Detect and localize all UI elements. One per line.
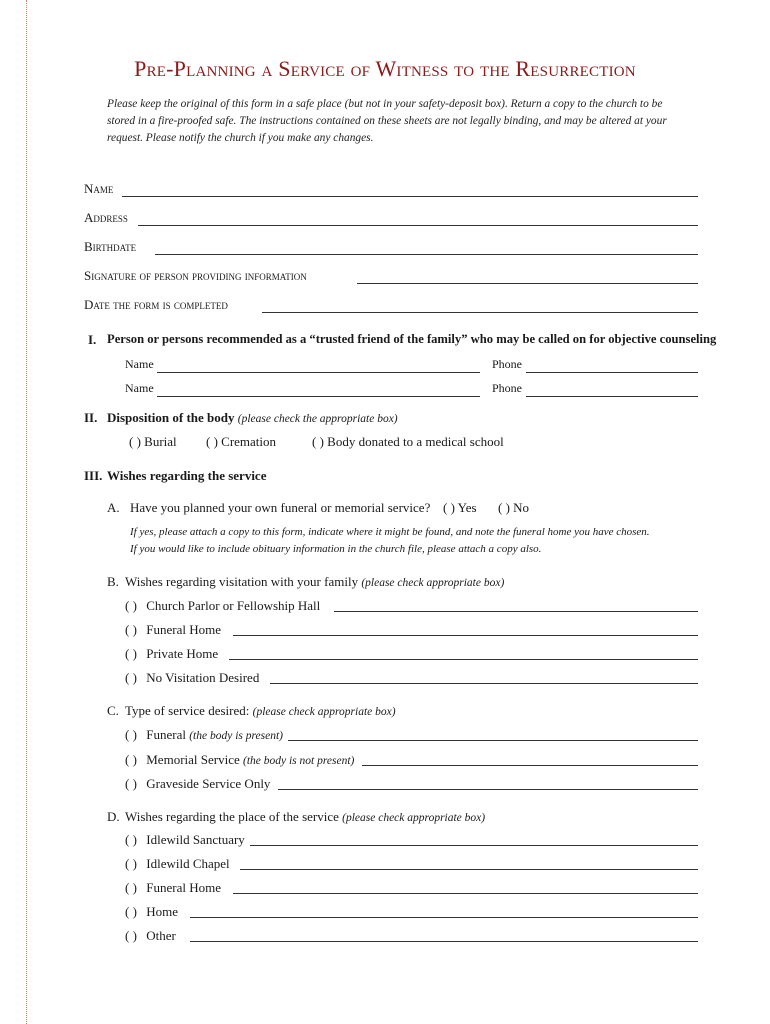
- checkbox-glyph: ( ): [125, 752, 137, 767]
- checkbox-glyph: ( ): [125, 904, 137, 919]
- option-label: Graveside Service Only: [146, 776, 271, 791]
- checkbox-glyph: ( ): [125, 646, 137, 661]
- margin-dotted-rule: [26, 0, 27, 1024]
- option-label: Other: [146, 928, 176, 943]
- service-type-option-memorial[interactable]: [125, 752, 354, 768]
- service-place-heading: Wishes regarding the place of the service: [125, 809, 339, 824]
- signature-label: Signature of person providing information: [84, 268, 307, 283]
- checkbox-glyph: ( ): [125, 928, 137, 943]
- option-note: (the body is not present): [243, 755, 355, 767]
- place-home-field[interactable]: [190, 917, 698, 918]
- place-option-funeral-home[interactable]: [125, 880, 221, 896]
- planned-service-question: Have you planned your own funeral or memorial service?: [130, 500, 431, 515]
- service-type-memorial-field[interactable]: [362, 765, 698, 766]
- service-place-hint: (please check appropriate box): [342, 812, 486, 824]
- place-option-other[interactable]: [125, 928, 176, 944]
- trusted-friend-1-phone-label: Phone: [492, 357, 522, 371]
- checkbox-glyph: ( ): [125, 832, 137, 847]
- place-option-sanctuary[interactable]: [125, 832, 245, 848]
- intro-instructions: Please keep the original of this form in a safe place (but not in your safety-deposit box). Return a copy to the church to be stored in a fire-proofed safe. The instructions contained on these sheets are not legally binding, and may be altered at your request. Please notify the church if you make any changes.: [107, 98, 667, 144]
- visitation-funeral-home-field[interactable]: [233, 635, 698, 636]
- birthdate-label: Birthdate: [84, 239, 137, 254]
- option-label: Idlewild Sanctuary: [146, 832, 245, 847]
- trusted-friend-1-phone-field[interactable]: [526, 372, 698, 373]
- address-field[interactable]: [138, 225, 698, 226]
- visitation-hint: (please check appropriate box): [361, 577, 505, 589]
- checkbox-glyph: ( ): [125, 622, 137, 637]
- visitation-option-church-parlor[interactable]: [125, 598, 320, 614]
- service-type-heading: Type of service desired:: [125, 703, 250, 718]
- checkbox-glyph: ( ): [125, 598, 137, 613]
- service-type-option-graveside[interactable]: [125, 776, 270, 792]
- option-label: Private Home: [146, 646, 219, 661]
- subsection-c-letter: C.: [107, 703, 119, 718]
- service-type-heading-line: [125, 703, 396, 719]
- planned-service-note-1: If yes, please attach a copy to this form, indicate where it might be found, and note the funeral home you have chosen.: [130, 526, 650, 538]
- visitation-heading-line: [125, 574, 504, 590]
- place-other-field[interactable]: [190, 941, 698, 942]
- subsection-a-letter: A.: [107, 500, 120, 515]
- trusted-friend-1-name-label: Name: [125, 357, 154, 371]
- trusted-friend-2-phone-field[interactable]: [526, 396, 698, 397]
- place-option-home[interactable]: [125, 904, 178, 920]
- birthdate-field[interactable]: [155, 254, 698, 255]
- option-label: Funeral Home: [146, 622, 221, 637]
- cremation-checkbox[interactable]: ( ) Cremation: [206, 434, 277, 449]
- address-label: Address: [84, 210, 128, 225]
- subsection-b-letter: B.: [107, 574, 119, 589]
- visitation-none-field[interactable]: [270, 683, 698, 684]
- visitation-church-parlor-field[interactable]: [334, 611, 698, 612]
- service-place-heading-line: [125, 809, 485, 825]
- place-funeral-home-field[interactable]: [233, 893, 698, 894]
- visitation-heading: Wishes regarding visitation with your family: [125, 574, 359, 589]
- place-chapel-field[interactable]: [240, 869, 698, 870]
- visitation-private-home-field[interactable]: [229, 659, 698, 660]
- section-2-numeral: II.: [84, 410, 98, 425]
- option-label: Memorial Service: [146, 752, 240, 767]
- option-label: Church Parlor or Fellowship Hall: [146, 598, 321, 613]
- section-3-heading: Wishes regarding the service: [107, 468, 267, 483]
- section-2-heading-line: [107, 410, 398, 426]
- section-1-heading: Person or persons recommended as a “trusted friend of the family” who may be called on for objective counseling: [107, 332, 717, 346]
- section-2-heading: Disposition of the body: [107, 410, 235, 425]
- trusted-friend-2-phone-label: Phone: [492, 381, 522, 395]
- trusted-friend-1-name-field[interactable]: [157, 372, 480, 373]
- checkbox-glyph: ( ): [125, 727, 137, 742]
- planned-yes-checkbox[interactable]: ( ) Yes: [443, 500, 477, 515]
- checkbox-glyph: ( ): [125, 880, 137, 895]
- visitation-option-funeral-home[interactable]: [125, 622, 221, 638]
- subsection-d-letter: D.: [107, 809, 120, 824]
- planned-service-note-2: If you would like to include obituary information in the church file, please attach a copy also.: [130, 543, 542, 555]
- place-option-chapel[interactable]: [125, 856, 230, 872]
- section-1-numeral: I.: [88, 332, 97, 347]
- date-completed-label: Date the form is completed: [84, 297, 228, 312]
- section-2-hint: (please check the appropriate box): [237, 413, 398, 425]
- name-field[interactable]: [122, 196, 698, 197]
- checkbox-glyph: ( ): [125, 776, 137, 791]
- place-sanctuary-field[interactable]: [250, 845, 698, 846]
- burial-checkbox[interactable]: ( ) Burial: [129, 434, 177, 449]
- trusted-friend-2-name-field[interactable]: [157, 396, 480, 397]
- visitation-option-private-home[interactable]: [125, 646, 218, 662]
- planned-no-checkbox[interactable]: ( ) No: [498, 500, 530, 515]
- option-label: Funeral: [146, 727, 186, 742]
- date-completed-field[interactable]: [262, 312, 698, 313]
- option-label: Idlewild Chapel: [146, 856, 230, 871]
- option-label: Home: [146, 904, 179, 919]
- section-3-numeral: III.: [84, 468, 103, 483]
- service-type-graveside-field[interactable]: [278, 789, 698, 790]
- option-label: Funeral Home: [146, 880, 221, 895]
- visitation-option-none[interactable]: [125, 670, 259, 686]
- checkbox-glyph: ( ): [125, 670, 137, 685]
- body-donated-checkbox[interactable]: ( ) Body donated to a medical school: [312, 434, 504, 449]
- service-type-hint: (please check appropriate box): [252, 706, 396, 718]
- signature-field[interactable]: [357, 283, 698, 284]
- option-note: (the body is present): [189, 730, 284, 742]
- service-type-option-funeral[interactable]: [125, 727, 283, 743]
- name-label: Name: [84, 181, 114, 196]
- service-type-funeral-field[interactable]: [288, 740, 698, 741]
- option-label: No Visitation Desired: [146, 670, 260, 685]
- form-title: Pre-Planning a Service of Witness to the Resurrection: [134, 56, 636, 81]
- trusted-friend-2-name-label: Name: [125, 381, 154, 395]
- checkbox-glyph: ( ): [125, 856, 137, 871]
